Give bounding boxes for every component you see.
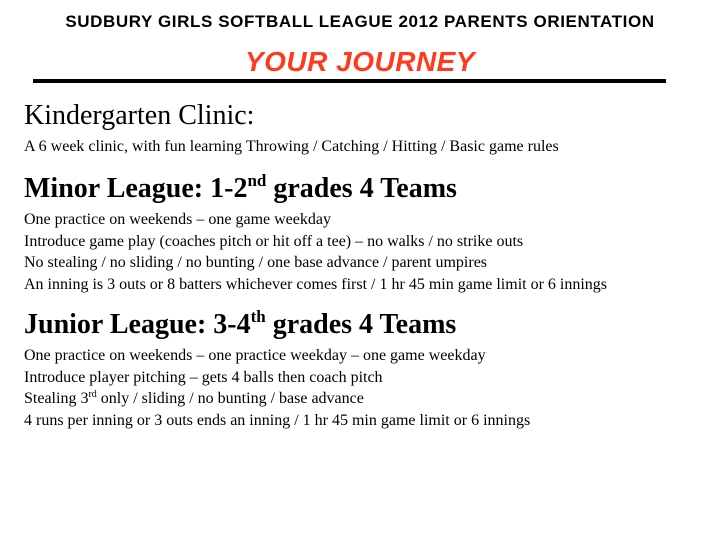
junior-league-section (24, 309, 704, 431)
junior-line-3 (24, 388, 704, 410)
slide-header: SUDBURY GIRLS SOFTBALL LEAGUE 2012 PARENTS ORIENTATION (65, 12, 655, 31)
minor-line-2: Introduce game play (coaches pitch or hit off a tee) – no walks / no strike outs (24, 232, 524, 250)
junior-stealing-text: Stealing 3 (24, 390, 89, 407)
minor-line-1: One practice on weekends – one game weekday (24, 211, 331, 228)
junior-heading-text: Junior League: 3-4 (24, 309, 251, 340)
minor-heading-sup: nd (247, 171, 267, 190)
minor-line-3: No stealing / no sliding / no bunting / one base advance / parent umpires (24, 254, 488, 271)
junior-line-4: 4 runs per inning or 3 outs ends an inning / 1 hr 45 min game limit or 6 innings (24, 411, 531, 429)
junior-stealing-rest: only / sliding / no bunting / base advance (96, 390, 364, 407)
junior-league-heading (24, 309, 704, 341)
kindergarten-heading: Kindergarten Clinic: (24, 100, 255, 131)
junior-line-1: One practice on weekends – one practice weekday – one game weekday (24, 347, 486, 364)
junior-stealing-sup: rd (88, 389, 97, 400)
junior-heading-sup: th (250, 307, 266, 326)
minor-league-section (24, 173, 704, 295)
junior-line-2: Introduce player pitching – gets 4 balls then coach pitch (24, 368, 383, 386)
minor-heading-rest: grades 4 Teams (266, 173, 457, 204)
title-underline (33, 79, 666, 83)
minor-league-heading (24, 173, 704, 205)
kindergarten-line-1: A 6 week clinic, with fun learning Throwing / Catching / Hitting / Basic game rules (24, 138, 559, 155)
slide-title: YOUR JOURNEY (244, 46, 476, 77)
junior-heading-rest: grades 4 Teams (265, 309, 457, 340)
minor-heading-text: Minor League: 1-2 (24, 173, 248, 204)
kindergarten-section (24, 100, 704, 158)
minor-line-4: An inning is 3 outs or 8 batters whichever comes first / 1 hr 45 min game limit or 6 innings (24, 275, 608, 293)
